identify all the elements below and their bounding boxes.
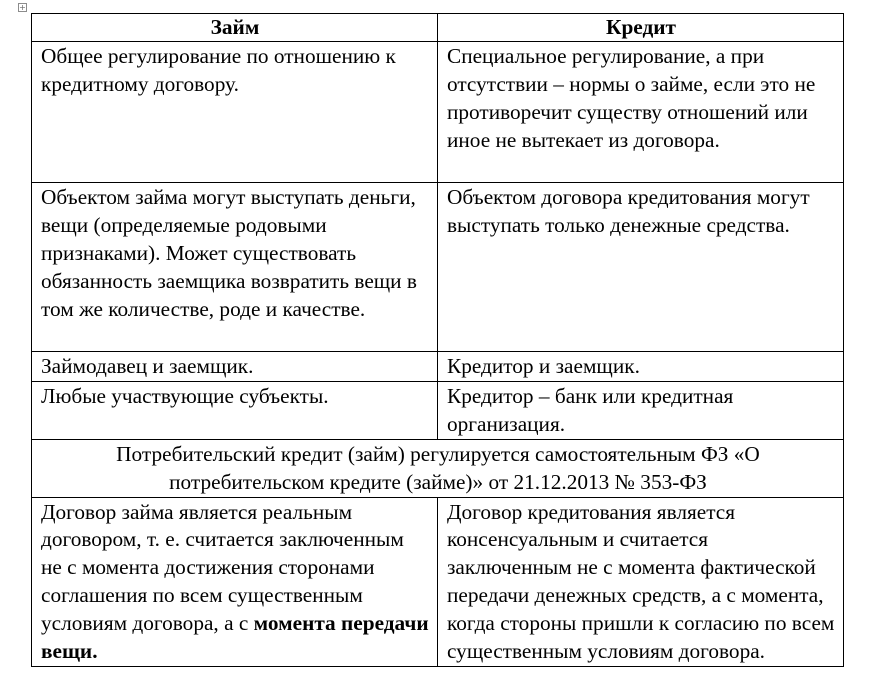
table-row bbox=[32, 381, 844, 439]
cell-loan-parties: Займодавец и заемщик. bbox=[32, 352, 438, 382]
loan-contract-bold-text: момента передачи вещи. bbox=[41, 611, 429, 664]
cell-credit-object: Объектом договора кредитования могут выступать только денежные средства. bbox=[438, 183, 844, 352]
cell-loan-contract-type bbox=[32, 497, 438, 666]
cell-credit-parties: Кредитор и заемщик. bbox=[438, 352, 844, 382]
table-row bbox=[32, 497, 844, 666]
cell-consumer-credit-law: Потребительский кредит (займ) регулируется самостоятельным ФЗ «О потребительском кредите (займе)» от 21.12.2013 № 353-ФЗ bbox=[32, 439, 844, 497]
comparison-table bbox=[31, 13, 844, 667]
text-cursor-mark bbox=[843, 494, 844, 520]
cell-credit-subjects: Кредитор – банк или кредитная организация. bbox=[438, 381, 844, 439]
table-row-merged bbox=[32, 439, 844, 497]
table-move-handle-icon[interactable]: + bbox=[19, 3, 26, 12]
cell-loan-subjects: Любые участвующие субъекты. bbox=[32, 381, 438, 439]
cell-loan-object: Объектом займа могут выступать деньги, вещи (определяемые родовыми признаками). Может существовать обязанность заемщика возвратить вещи в том же количестве, роде и качестве. bbox=[32, 183, 438, 352]
cell-loan-regulation: Общее регулирование по отношению к кредитному договору. bbox=[32, 42, 438, 183]
table-header-row bbox=[32, 14, 844, 42]
cell-credit-contract-type: Договор кредитования является консенсуальным и считается заключенным не с момента фактической передачи денежных средств, а с момента, когда стороны пришли к согласию по всем существенным условиям договора. bbox=[438, 497, 844, 666]
header-credit: Кредит bbox=[438, 14, 844, 42]
table-row bbox=[32, 352, 844, 382]
table-row bbox=[32, 42, 844, 183]
cell-credit-regulation: Специальное регулирование, а при отсутствии – нормы о займе, если это не противоречит существу отношений или иное не вытекает из договора. bbox=[438, 42, 844, 183]
loan-contract-text: Договор займа является реальным договором, т. е. считается заключенным не с момента достижения сторонами соглашения по всем существенным условиям договора, а с bbox=[41, 499, 404, 636]
table-row bbox=[32, 183, 844, 352]
header-loan: Займ bbox=[32, 14, 438, 42]
